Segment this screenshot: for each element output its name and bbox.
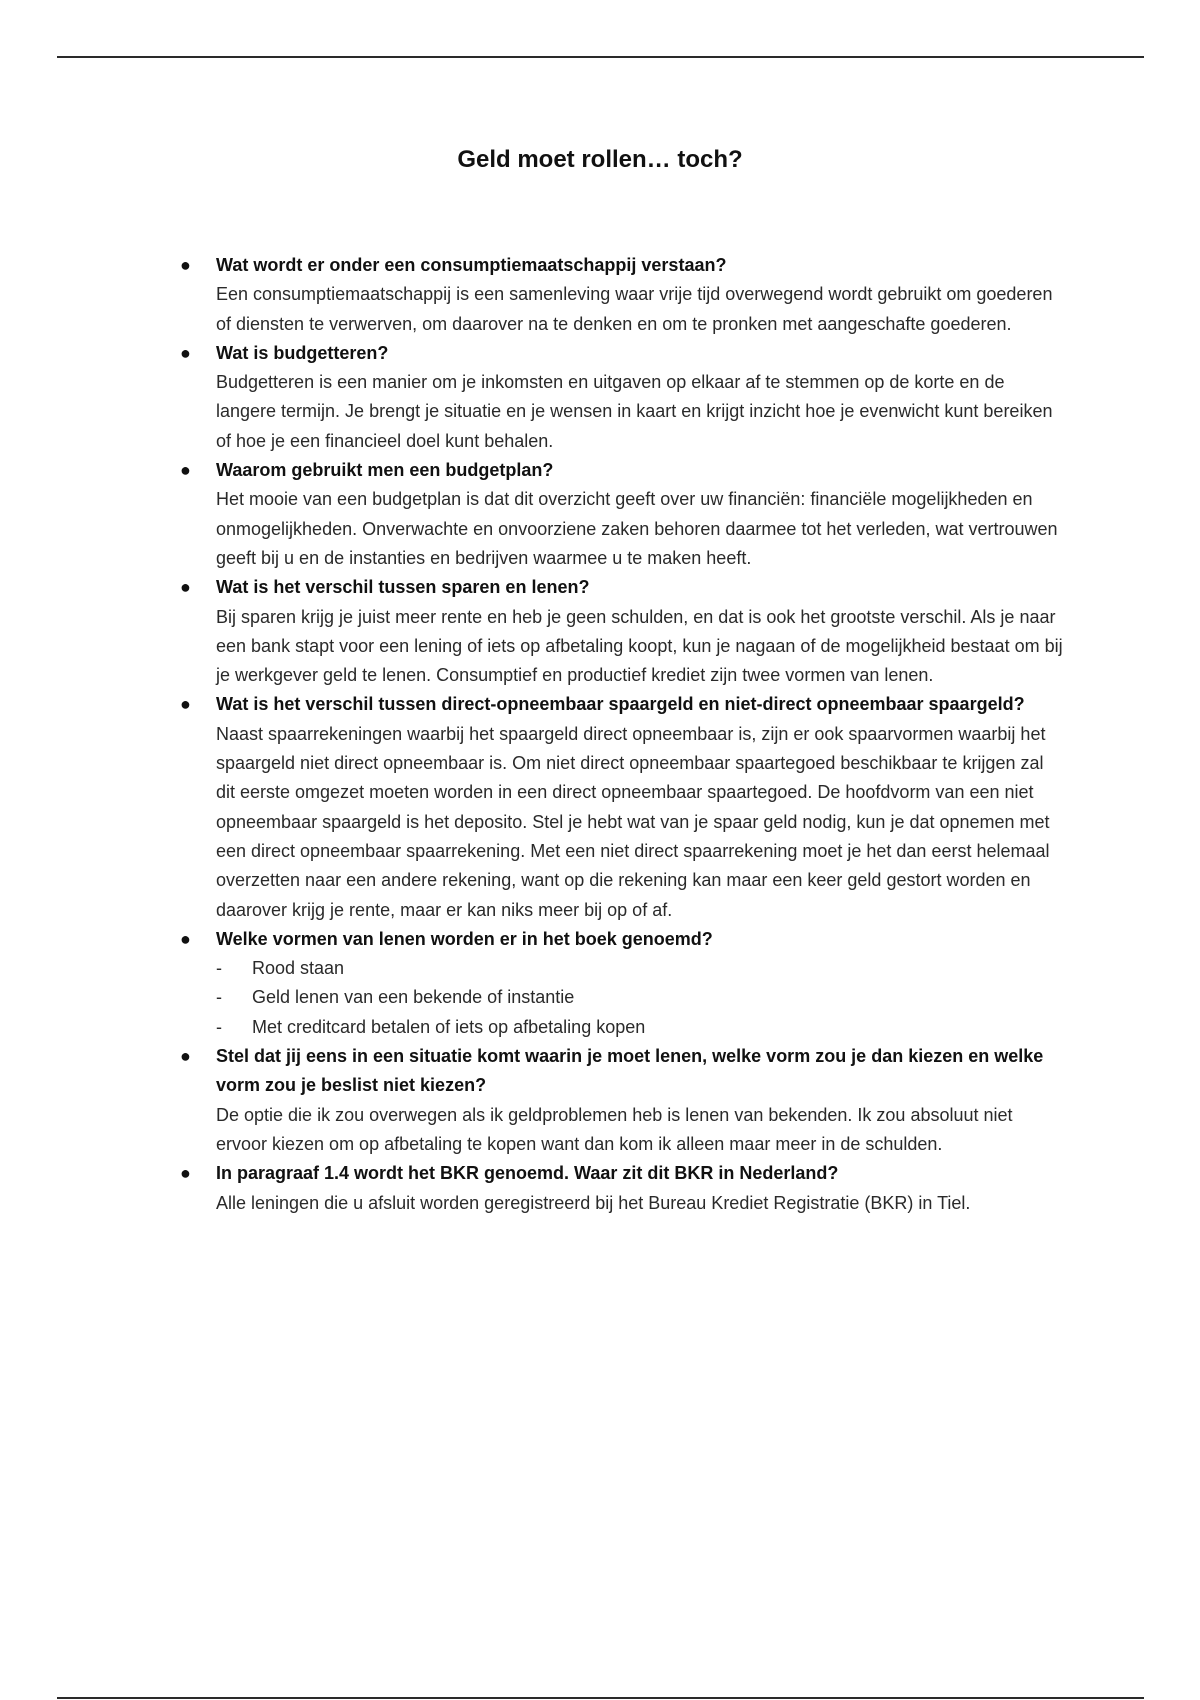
qa-item xyxy=(180,1042,1066,1159)
question: Waarom gebruikt men een budgetplan? xyxy=(216,460,554,481)
answer: Alle leningen die u afsluit worden geregistreerd bij het Bureau Krediet Registratie (BKR) in Tiel. xyxy=(216,1192,971,1213)
qa-item xyxy=(180,1159,1066,1218)
bullet-icon: ● xyxy=(180,1046,191,1067)
answer: De optie die ik zou overwegen als ik geldproblemen heb is lenen van bekenden. Ik zou absoluut niet ervoor kiezen om op afbetaling te kopen want dan kom ik alleen maar meer in de schulden. xyxy=(216,1104,1013,1154)
dash-icon: - xyxy=(216,987,222,1008)
question: In paragraaf 1.4 wordt het BKR genoemd. Waar zit dit BKR in Nederland? xyxy=(216,1163,839,1184)
document-title: Geld moet rollen… toch? xyxy=(457,146,743,173)
answer: Naast spaarrekeningen waarbij het spaargeld direct opneembaar is, zijn er ook spaarvormen waarbij het spaargeld niet direct opneembaar is. Om niet direct opneembaar spaartegoed beschikbaar te krijgen zal dit eerste omgezet moeten worden in een direct opneembaar spaartegoed. De hoofdvorm van een niet opneembaar spaargeld is het deposito. Stel je hebt wat van je spaar geld nodig, kun je dat opnemen met een direct opneembaar spaarrekening. Met een niet direct spaarrekening moet je het dan eerst helemaal overzetten naar een andere rekening, want op die rekening kan maar een keer geld gestort worden en daarover krijg je rente, maar er kan niks meer bij op of af. xyxy=(216,723,1050,920)
header-rule xyxy=(57,56,1144,58)
dash-icon: - xyxy=(216,958,222,979)
bullet-icon: ● xyxy=(180,577,191,598)
bullet-icon: ● xyxy=(180,928,191,949)
question: Wat is budgetteren? xyxy=(216,342,389,363)
list-item-text: Geld lenen van een bekende of instantie xyxy=(252,987,575,1008)
list-item-text: Rood staan xyxy=(252,958,345,979)
qa-item xyxy=(180,339,1066,456)
list-item xyxy=(216,1013,1066,1042)
question: Wat wordt er onder een consumptiemaatschappij verstaan? xyxy=(216,255,727,275)
question: Stel dat jij eens in een situatie komt waarin je moet lenen, welke vorm zou je dan kiezen en welke vorm zou je beslist niet kiezen? xyxy=(216,1046,1044,1096)
qa-item xyxy=(180,456,1066,573)
answer: Bij sparen krijg je juist meer rente en heb je geen schulden, en dat is ook het grootste verschil. Als je naar een bank stapt voor een lening of iets op afbetaling koopt, kun je nagaan of de mogelijkheid bestaat om bij je werkgever geld te lenen. Consumptief en productief krediet zijn twee vormen van lenen. xyxy=(216,606,1063,686)
list-item xyxy=(216,983,1066,1012)
question: Welke vormen van lenen worden er in het boek genoemd? xyxy=(216,928,713,949)
footer-rule xyxy=(57,1697,1144,1699)
answer: Budgetteren is een manier om je inkomsten en uitgaven op elkaar af te stemmen op de korte en de langere termijn. Je brengt je situatie en je wensen in kaart en krijgt inzicht hoe je evenwicht kunt bereiken of hoe je een financieel doel kunt behalen. xyxy=(216,372,1053,451)
bullet-icon: ● xyxy=(180,342,191,363)
dash-icon: - xyxy=(216,1016,222,1037)
list-item-text: Met creditcard betalen of iets op afbetaling kopen xyxy=(252,1016,646,1037)
bullet-icon: ● xyxy=(180,694,191,715)
bullet-icon: ● xyxy=(180,255,191,275)
question: Wat is het verschil tussen sparen en lenen? xyxy=(216,577,590,598)
answer: Een consumptiemaatschappij is een samenleving waar vrije tijd overwegend wordt gebruikt om goederen of diensten te verwerven, om daarover na te denken en om te pronken met aangeschafte goederen. xyxy=(216,284,1053,334)
loan-types-list xyxy=(216,954,1066,1042)
list-item xyxy=(216,954,1066,983)
question-list xyxy=(180,251,1066,1218)
bullet-icon: ● xyxy=(180,460,191,481)
qa-item xyxy=(180,573,1066,690)
qa-item xyxy=(180,251,1066,339)
bullet-icon: ● xyxy=(180,1163,191,1184)
qa-item xyxy=(180,925,1066,1042)
qa-item xyxy=(180,690,1066,924)
answer: Het mooie van een budgetplan is dat dit overzicht geeft over uw financiën: financiële mogelijkheden en onmogelijkheden. Onverwachte en onvoorziene zaken behoren daarmee tot het verleden, wat vertrouwen geeft bij u en de instanties en bedrijven waarmee u te maken heeft. xyxy=(216,489,1058,568)
question: Wat is het verschil tussen direct-opneembaar spaargeld en niet-direct opneembaar spaargeld? xyxy=(216,694,1025,715)
